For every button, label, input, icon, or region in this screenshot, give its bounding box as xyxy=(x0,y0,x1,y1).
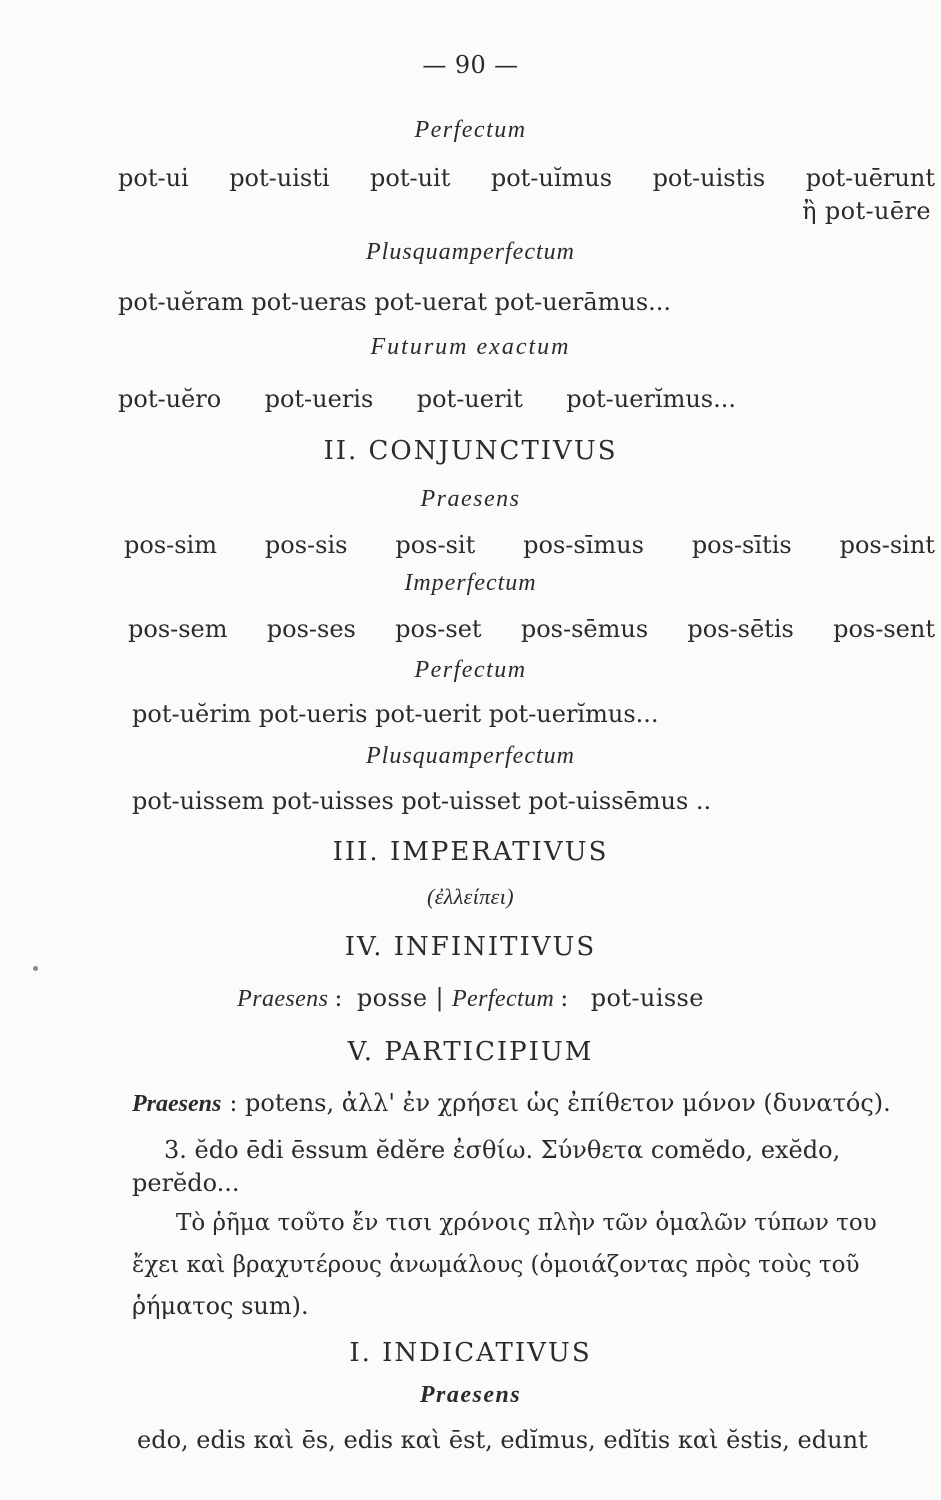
futurum-exactum-row xyxy=(118,384,736,414)
plusquamperfectum-line: pot-uĕram pot-ueras pot-uerat pot-uerāmus... xyxy=(118,288,672,316)
conjunctivus-plusquamperfectum-heading: Plusquamperfectum xyxy=(366,743,575,769)
scan-speck xyxy=(33,966,38,971)
verb-form: pot-ui xyxy=(118,164,189,192)
conjunctivus-imperfectum-heading: Imperfectum xyxy=(404,570,537,596)
imperativus-heading: III. IMPERATIVUS xyxy=(332,837,609,867)
imperativus-note: (ἐλλείπει) xyxy=(427,884,514,909)
verb-form: pos-sētis xyxy=(687,615,794,643)
separator-bar: | xyxy=(435,984,444,1012)
verb-form: pos-sim xyxy=(124,531,217,559)
perfectum-heading: Perfectum xyxy=(414,117,527,143)
verb-form: pot-uisti xyxy=(229,164,330,192)
infinitivus-line xyxy=(0,983,941,1014)
futurum-exactum-heading: Futurum exactum xyxy=(370,334,571,360)
edo-line-4: ἔχει καὶ βραχυτέρους ἀνωμάλους (ὁμοιάζοντας πρὸς τοὺς τοῦ xyxy=(132,1252,860,1278)
participium-line xyxy=(132,1088,891,1119)
verb-form: pot-uerit xyxy=(416,385,523,413)
plusquamperfectum-heading: Plusquamperfectum xyxy=(366,239,575,265)
infinitivus-perfectum-value: pot-uisse xyxy=(590,984,704,1012)
participium-heading: V. PARTICIPIUM xyxy=(347,1037,594,1067)
indicativus-praesens-heading: Praesens xyxy=(419,1382,522,1408)
indicativus-praesens-line: edo, edis καὶ ēs, edis καὶ ēst, edĭmus, edĭtis καὶ ĕstis, edunt xyxy=(137,1426,868,1454)
infinitivus-heading: IV. INFINITIVUS xyxy=(344,932,597,962)
verb-form: pos-sem xyxy=(128,615,228,643)
colon: : xyxy=(560,984,569,1012)
verb-form: pos-sītis xyxy=(691,531,792,559)
indicativus-heading: I. INDICATIVUS xyxy=(349,1338,592,1368)
conjunctivus-perfectum-heading: Perfectum xyxy=(414,657,527,683)
page-number: — 90 — xyxy=(422,51,519,79)
verb-form: pot-uĕro xyxy=(118,385,222,413)
conjunctivus-perfectum-line: pot-uĕrim pot-ueris pot-uerit pot-uerĭmus... xyxy=(132,700,659,728)
verb-form: pot-ueris xyxy=(264,385,374,413)
perfectum-alt-form: ἢ pot-uēre xyxy=(802,197,931,225)
edo-line-2: perĕdo... xyxy=(132,1169,240,1197)
verb-form: pos-sīmus xyxy=(523,531,644,559)
conjunctivus-praesens-heading: Praesens xyxy=(420,486,521,512)
verb-form: pot-uerĭmus... xyxy=(566,385,736,413)
edo-line-3: Τὸ ῥῆμα τοῦτο ἔν τισι χρόνοις πλὴν τῶν ὁμαλῶν τύπων του xyxy=(176,1210,877,1236)
participium-text: : potens, ἀλλ' ἐν χρήσει ὡς ἐπίθετον μόνον (δυνατός). xyxy=(229,1089,891,1117)
edo-line-5: ῥήματος sum). xyxy=(132,1292,309,1320)
infinitivus-praesens-value: posse xyxy=(356,984,428,1012)
verb-form: pos-sēmus xyxy=(520,615,649,643)
edo-line-1: 3. ĕdo ēdi ēssum ĕdĕre ἐσθίω. Σύνθετα comĕdo, exĕdo, xyxy=(164,1136,841,1164)
participium-label: Praesens xyxy=(132,1091,222,1117)
verb-form: pos-sis xyxy=(264,531,348,559)
verb-form: pot-uērunt xyxy=(805,164,935,192)
colon: : xyxy=(334,984,343,1012)
infinitivus-praesens-label: Praesens xyxy=(237,986,329,1012)
conjunctivus-plusquamperfectum-line: pot-uissem pot-uisses pot-uisset pot-uissēmus .. xyxy=(132,787,712,815)
verb-form: pot-uĭmus xyxy=(490,164,613,192)
perfectum-forms-row xyxy=(118,163,935,193)
verb-form: pos-sent xyxy=(833,615,935,643)
verb-form: pos-set xyxy=(395,615,482,643)
verb-form: pos-sit xyxy=(395,531,476,559)
verb-form: pot-uit xyxy=(370,164,451,192)
verb-form: pos-sint xyxy=(839,531,935,559)
verb-form: pos-ses xyxy=(266,615,356,643)
conjunctivus-heading: II. CONJUNCTIVUS xyxy=(323,436,618,466)
conjunctivus-imperfectum-row xyxy=(128,614,935,644)
infinitivus-perfectum-label: Perfectum xyxy=(451,986,555,1012)
verb-form: pot-uistis xyxy=(652,164,766,192)
conjunctivus-praesens-row xyxy=(124,530,935,560)
